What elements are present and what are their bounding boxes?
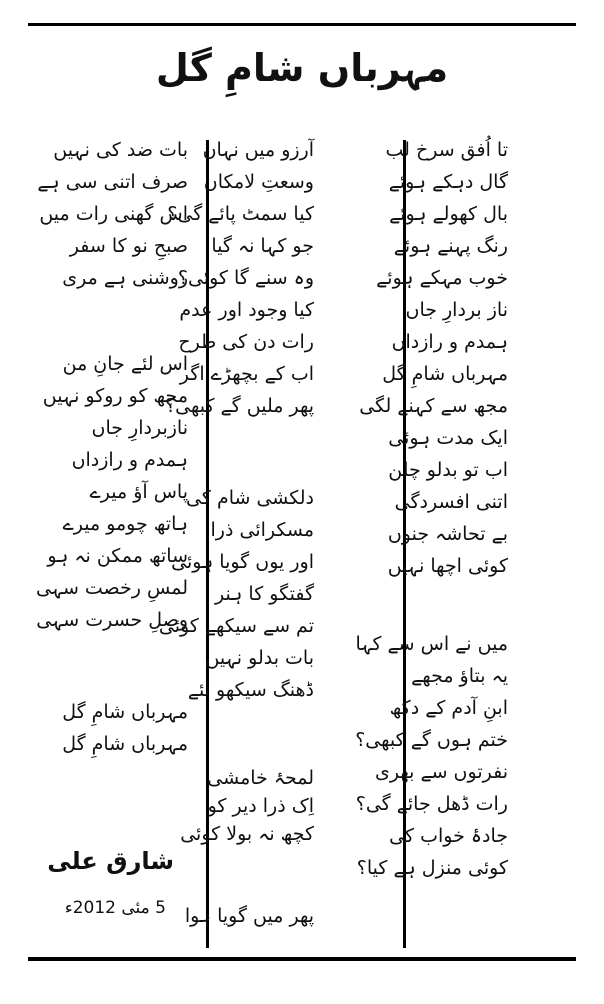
- poem-line: آرزو میں نہاں: [202, 139, 314, 161]
- poem-line: اِک ذرا دیر کو: [207, 795, 314, 817]
- poem-line: رات ڈھل جائے گی؟: [355, 793, 508, 815]
- poem-line: پاس آؤ میرے: [89, 481, 188, 503]
- poem-line: تا اُفق سرخ لب: [385, 139, 508, 161]
- poem-line: اتنی افسردگی: [394, 491, 508, 513]
- stanza-gap: [308, 582, 508, 628]
- bottom-rule: [28, 957, 576, 961]
- poem-line: رات دن کی طرح: [178, 331, 314, 353]
- poem-line: مہرباں شامِ گل: [382, 363, 508, 385]
- stanza-gap: [38, 294, 188, 348]
- poem-line: وسعتِ لامکاں: [203, 171, 314, 193]
- poem-line: اس لئے جانِ من: [62, 353, 188, 375]
- poem-line: میں نے اس سے کہا: [355, 633, 508, 655]
- poem-line: اور یوں گویا ہوئی: [171, 551, 314, 573]
- column-right: [308, 134, 508, 884]
- poem-line: نازبردارِ جاں: [91, 417, 188, 439]
- poem-line: ابنِ آدم کے دکھ: [389, 697, 508, 719]
- poem-line: نفرتوں سے بھری: [375, 761, 508, 783]
- poem-line: بات ضد کی نہیں: [53, 139, 188, 161]
- poem-line: اب کے بچھڑے اگر: [179, 363, 314, 385]
- poem-line: لمسِ رخصت سہی: [35, 577, 188, 599]
- poem-line: اب تو بدلو چلن: [388, 459, 508, 481]
- poem-line: ہمدم و رازداں: [71, 449, 188, 471]
- poem-line: روشنی ہے مری: [62, 267, 188, 289]
- poem-line: اس گھنی رات میں: [39, 203, 188, 225]
- poem-line: مسکرائی ذرا: [210, 519, 314, 541]
- poet-name: شارق علی: [47, 847, 174, 875]
- poem-line: گال دہکے ہوئے: [388, 171, 508, 193]
- stanza-gap: [38, 636, 188, 696]
- poem-line: تم سے سیکھے کوئی: [158, 615, 314, 637]
- poem-line: مجھ کو روکو نہیں: [42, 385, 188, 407]
- poem-line: دلکشی شام کی: [186, 487, 314, 509]
- poem-line: جادۂ خواب کی: [389, 825, 508, 847]
- poem-line: ختم ہوں گے کبھی؟: [355, 729, 508, 751]
- stanza-gap: [164, 848, 314, 900]
- poem-line: رنگ پہنے ہوئے: [393, 235, 508, 257]
- poem-line: خوب مہکے ہوئے: [376, 267, 508, 289]
- poem-line: ہمدم و رازداں: [391, 331, 508, 353]
- poem-line: کیا وجود اور عدم: [179, 299, 314, 321]
- poem-line: وہ سنے گا کوئی؟: [177, 267, 314, 289]
- poem-line: بے تحاشہ جنوں: [387, 523, 508, 545]
- poem-line: ایک مدت ہوئی: [388, 427, 508, 449]
- poem-date: 5 مئی 2012ء: [64, 898, 166, 918]
- poem-line: صرف اتنی سی ہے: [37, 171, 188, 193]
- poem-line: مہرباں شامِ گل: [62, 701, 188, 723]
- poem-line: گفتگو کا ہنر: [215, 583, 314, 605]
- poem-line: ساتھ ممکن نہ ہو: [47, 545, 188, 567]
- poem-line: کیا سمٹ پائے گی؟: [167, 203, 314, 225]
- poem-line: صبحِ نو کا سفر: [69, 235, 188, 257]
- poem-line: مجھ سے کہنے لگی: [359, 395, 508, 417]
- poem-line: بال کھولے ہوئے: [389, 203, 508, 225]
- poem-line: پھر میں گویا ہوا: [184, 905, 314, 927]
- poem-line: کچھ نہ بولا کوئی: [180, 823, 314, 845]
- poem-line: جو کہا نہ گیا: [211, 235, 314, 257]
- poem-line: یہ بتاؤ مجھے: [411, 665, 508, 687]
- poem-line: پھر ملیں گے کبھی؟: [165, 395, 314, 417]
- poem-line: ڈھنگ سیکھو نئے: [187, 679, 314, 701]
- top-rule: [28, 23, 576, 26]
- poem-line: وصلِ حسرت سہی: [36, 609, 188, 631]
- poem-line: مہرباں شامِ گل: [62, 733, 188, 755]
- poem-line: ہاتھ چومو میرے: [62, 513, 188, 535]
- poem-line: بات بدلو نہیں: [205, 647, 314, 669]
- poem-line: کوئی منزل ہے کیا؟: [356, 857, 508, 879]
- poem-line: لمحۂ خامشی: [207, 767, 314, 789]
- poem-line: ناز بردارِ جاں: [405, 299, 508, 321]
- poem-title: مہرباں شامِ گل: [155, 46, 449, 90]
- column-left: [35, 134, 188, 760]
- poem-line: کوئی اچھا نہیں: [387, 555, 508, 577]
